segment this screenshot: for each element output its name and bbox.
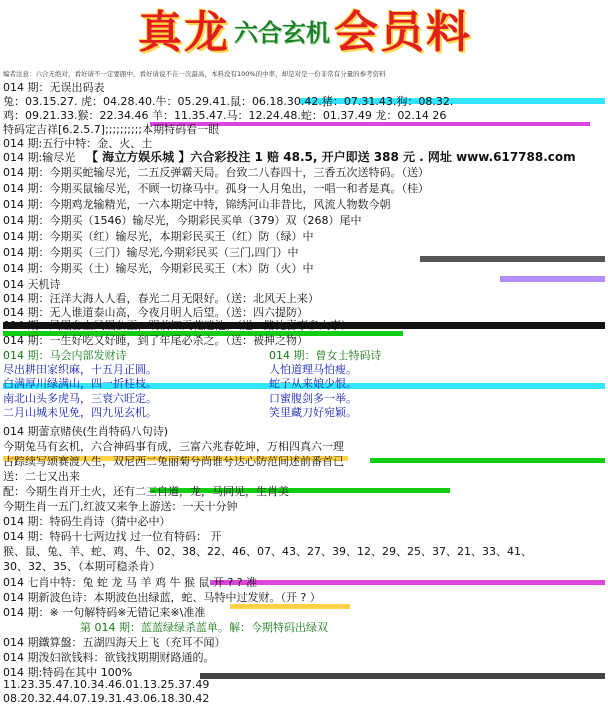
line-6: 014 期:输尽光	[3, 151, 76, 164]
line-23: 配：今期生肖开土火，还有二三自道，龙，马同见，生肖美	[3, 485, 289, 498]
line-12: 014 期：今期买（三门）输尽光,今期彩民买（三门,四门）中	[3, 246, 299, 259]
poem-row	[3, 391, 605, 406]
line-30: 014 期新波色诗：本期波色出绿蓝，蛇、马特中过发财。（开 ? ）	[3, 591, 321, 604]
line-15: 014 期：汪洋大海人人看，春光二月无限好。（送：北风天上来）	[3, 292, 319, 305]
poem-right-title: 014 期：曾女士特码诗	[269, 349, 382, 362]
poem-left-line: 白满厚川绿满山，四一折桂枝。	[3, 377, 157, 390]
poem-right-line: 笑里藏刀好宛颖。	[269, 406, 357, 419]
line-5: 014 期:五行中特：金、火、土	[3, 137, 153, 150]
line-33: 014 期鐵算盤：五湖四海天上飞（充耳不闻）	[3, 636, 226, 649]
line-35: 014 期:特码在其中 100%	[3, 666, 133, 679]
line-19: 014 期蕾京赌侠(生肖特码八句诗)	[3, 425, 169, 438]
line-13: 014 期：今期买（土）输尽光，今期彩民买王（木）防（火）中	[3, 262, 314, 275]
poem-row	[3, 362, 605, 377]
poem-right-line: 口蜜腹剑多一举。	[269, 392, 357, 405]
line-4: 特码定吉祥[6.2.5.7];;;;;;;;;;本期特码看一眼	[3, 123, 220, 136]
line-31: 014 期：※ 一句解特码※无错记来※\准准	[3, 606, 206, 619]
line-7: 014 期：今期买蛇输尽光，二五反弹霸天局。台致二八春四十，三香五次送特码。（送）	[3, 166, 429, 179]
line-28: 30、32、35、（本期可稳杀肯）	[3, 560, 161, 573]
line-1: 014 期：无误出码表	[3, 81, 105, 94]
line-18: 014 期：一生好吃又好睡，到了年尾必杀之。（送：被抻之物）	[3, 334, 308, 347]
line-36: 11.23.35.47.10.34.46.01.13.25.37.49	[3, 678, 210, 691]
line-17: 014 期：风凰台上凤凰公正，明前知天花迷池。（送：路比喜事多大事）	[3, 319, 352, 332]
line-8: 014 期：今期买鼠输尽光，不顾一切祿马中。孤身一人月兔出，一唱一和者是真。（桂）	[3, 182, 429, 195]
line-9: 014 期：今期鸡龙输精光，一六本期定中特，锦绣河山非昔比，风流人物数今朝	[3, 198, 391, 211]
poem-left-line: 南北山头多虎马，三衰六旺定。	[3, 392, 157, 405]
line-27: 猴、鼠、兔、羊、蛇、鸡、牛、02、38、22、46、07、43、27、39、12、29、25、37、21、33、41、	[3, 545, 532, 558]
line-2: 兔：03.15.27. 虎：04.28.40.牛：05.29.41.鼠：06.18.30.42.猪：07.31.43.狗：08.32.	[3, 95, 454, 108]
line-29: 014 七肖中特：兔 蛇 龙 马 羊 鸡 牛 猴 鼠 开 ? ? 准	[3, 576, 258, 589]
line-22: 送：二七又出来	[3, 470, 80, 483]
poem-left-title: 014 期：马会内部发财诗	[3, 349, 127, 362]
line-11: 014 期：今期买（红）输尽光，本期彩民买王（红）防（绿）中	[3, 230, 314, 243]
line-26: 014 期：特码十七两边找 过一位有特码： 开	[3, 530, 222, 543]
line-3: 鸡：09.21.33.猴：22.34.46 羊：11.35.47.马：12.24.48.蛇：01.37.49 龙：02.14 26	[3, 109, 447, 122]
line-21: 占踪续写颂赛渡人生，双尼西二兔丽菊兮尚谁兮达心防范间述前番首已	[3, 455, 344, 468]
editor-note: 编者注意：六合无绝对，看好请不一定要跟中，看好请说不在一次最高，本料没有100%的中率，却是对是一份非常有分量的参考资料	[3, 70, 386, 78]
line-32: 第 014 期：蓝蓝绿绿杀蓝单。解：今期特码出绿双	[80, 621, 328, 634]
poem-left-line: 二月山城未见免，四九见玄机。	[3, 406, 157, 419]
poem-right-line: 蛇子从来娘少恨。	[269, 377, 357, 390]
line-10: 014 期：今期买（1546）输尽光，今期彩民买单（379）双（268）尾中	[3, 214, 362, 227]
line-14: 014 天机诗	[3, 278, 61, 291]
poem-left-line: 尽出耕田家织麻，十五月正圆。	[3, 363, 157, 376]
title-middle: 六合玄机	[234, 19, 330, 47]
poem-row	[3, 376, 605, 391]
line-16: 014 期：无人谁道泰山高，今夜月明人后望。（送：四六提防）	[3, 306, 308, 319]
poem-titles	[3, 348, 605, 363]
poem-row	[3, 405, 605, 420]
line-24: 今期生肖一五门,红波又来争上游送：一天十分钟	[3, 500, 238, 513]
ad-banner[interactable]: 【 海立方娱乐城 】六合彩投注 1 赔 48.5, 开户即送 388 元 . 网址 www.617788.com	[86, 150, 576, 164]
poem-right-line: 人怕道理马怕瘦。	[269, 363, 357, 376]
line-25: 014 期：特码生肖诗（猜中必中）	[3, 515, 171, 528]
title-part2: 会员料	[334, 7, 472, 58]
line-20: 今期兔马有玄机，六合神码事有成，三富六兆春乾坤，万相四真六一理	[3, 440, 344, 453]
header-title	[70, 4, 540, 62]
title-part1: 真龙	[138, 7, 230, 58]
line-37: 08.20.32.44.07.19.31.43.06.18.30.42	[3, 692, 210, 705]
line-34: 014 期泼妇欲钱料：欲钱找期期财路通的。	[3, 651, 215, 664]
